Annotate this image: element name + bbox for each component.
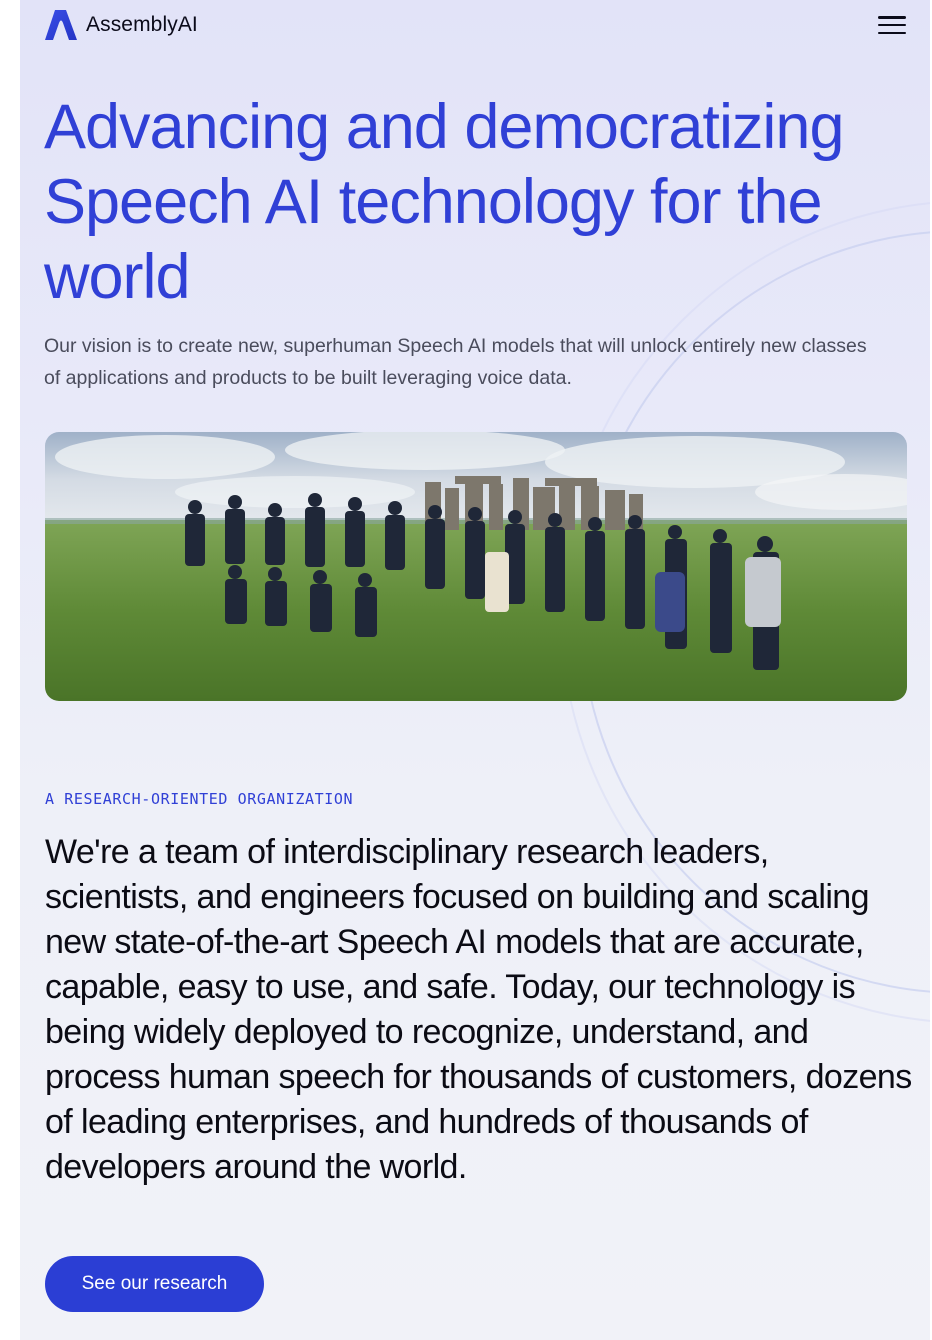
hamburger-menu-icon[interactable] xyxy=(878,13,906,37)
hero-title: Advancing and democratizing Speech AI technology for the world xyxy=(44,92,844,312)
team-photo xyxy=(45,432,907,701)
page xyxy=(20,0,930,1340)
mission-statement: We're a team of interdisciplinary research leaders, scientists, and engineers focused on building and scaling new state-of-the-art Speech AI models that are accurate, capable, easy to use, and safe. Today, our technology is being widely deployed to recognize, understand, and process human speech for thousands of customers, dozens of leading enterprises, and hundreds of thousands of developers around the world. xyxy=(45,833,912,1186)
assemblyai-logo-icon xyxy=(44,9,78,41)
hero-subtitle: Our vision is to create new, superhuman Speech AI models that will unlock entirely new classes of applications and products to be built leveraging voice data. xyxy=(44,335,867,389)
see-our-research-button[interactable]: See our research xyxy=(45,1256,264,1312)
section-eyebrow: A RESEARCH-ORIENTED ORGANIZATION xyxy=(45,790,354,808)
site-header xyxy=(44,8,906,42)
brand-name: AssemblyAI xyxy=(86,13,198,36)
brand-logo-link[interactable] xyxy=(44,9,198,41)
